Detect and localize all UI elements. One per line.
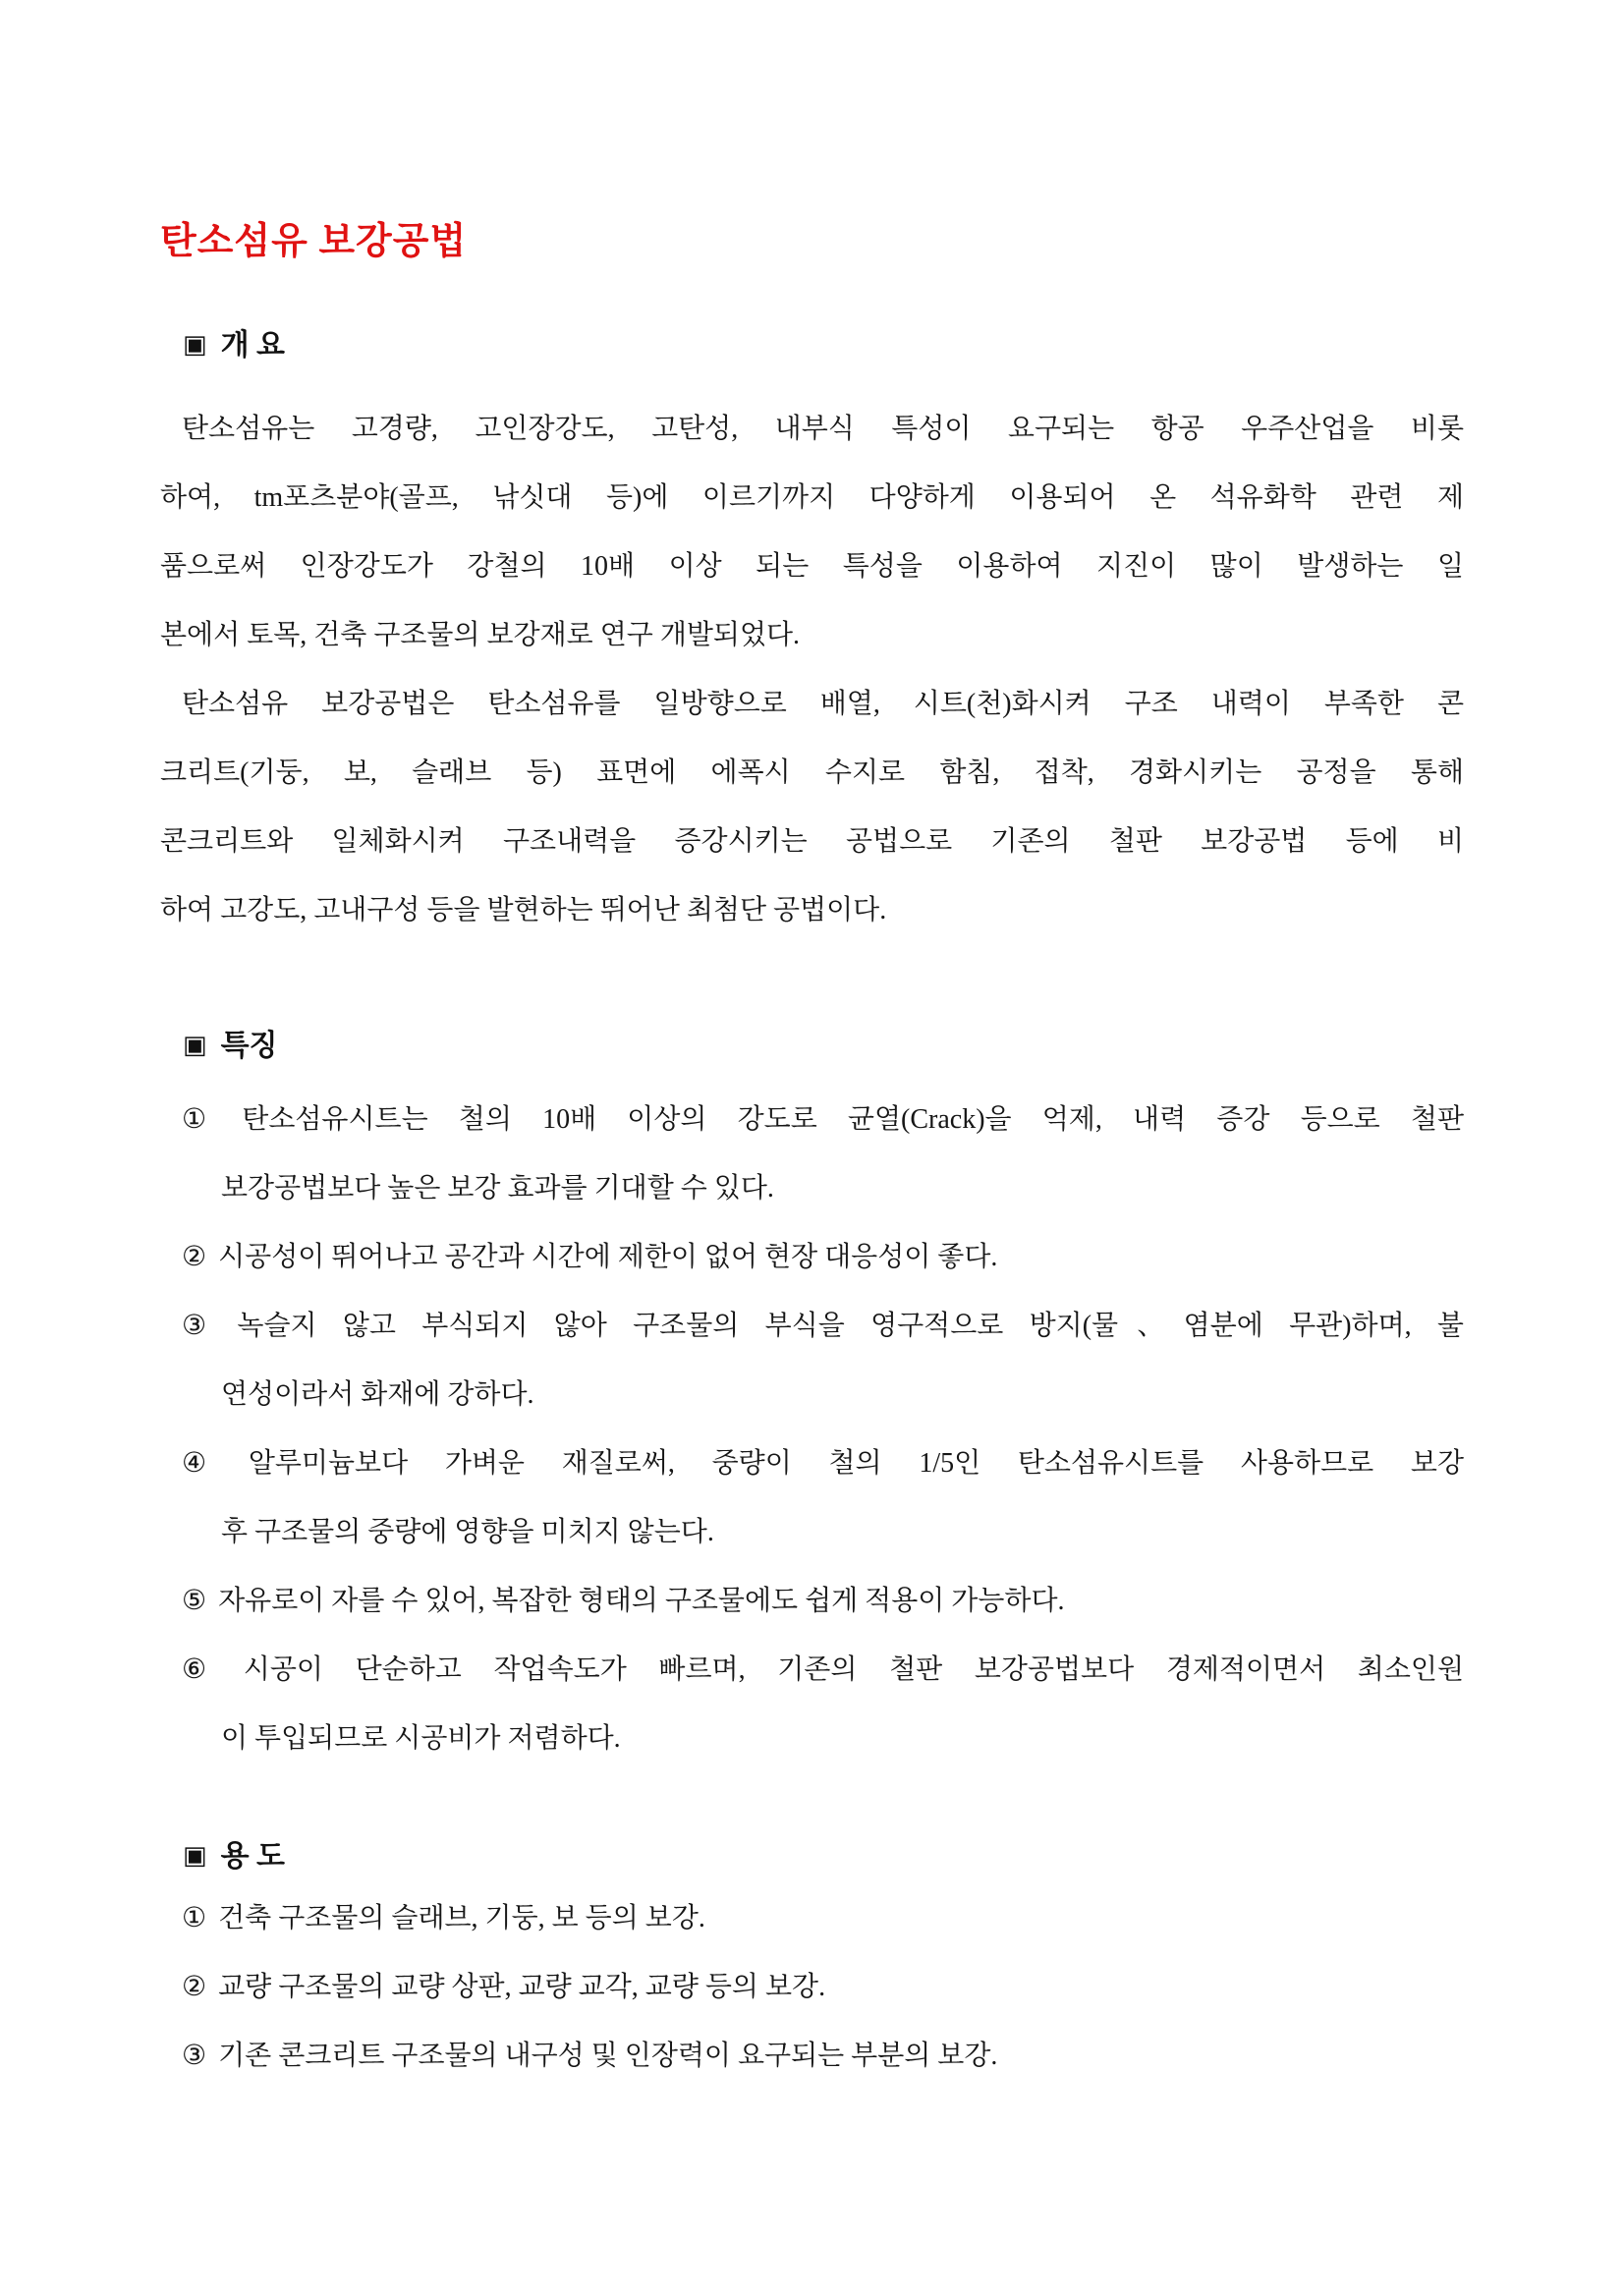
page-title: 탄소섬유 보강공법 — [160, 221, 468, 262]
item-number: ① — [182, 1104, 231, 1135]
text-line: 하여, tm포츠분야(골프, 낚싯대 등)에 이르기까지 다양하게 이용되어 온 석유화학 관련 제 — [160, 482, 1464, 513]
item-text: 시공성이 뛰어나고 공간과 시간에 제한이 없어 현장 대응성이 좋다. — [218, 1242, 998, 1272]
text-line — [182, 1884, 1464, 1953]
overview-paragraph-1 — [160, 395, 1464, 670]
text-line: 품으로써 인장강도가 강철의 10배 이상 되는 특성을 이용하여 지진이 많이 발생하는 일 — [160, 551, 1464, 582]
section-heading-label: 특징 — [220, 1030, 278, 1062]
text-line: 후 구조물의 중량에 영향을 미치지 않는다. — [221, 1517, 714, 1547]
item-text: 녹슬지 않고 부식되지 않아 구조물의 부식을 영구적으로 방지(물、염분에 무관)하며, 불 — [237, 1311, 1464, 1341]
text-line: 하여 고강도, 고내구성 등을 발현하는 뛰어난 최첨단 공법이다. — [160, 895, 887, 925]
item-text: 탄소섬유시트는 철의 10배 이상의 강도로 균열(Crack)을 억제, 내력 증강 등으로 철판 — [242, 1104, 1464, 1135]
list-item — [160, 1884, 1464, 1953]
list-item — [160, 2022, 1464, 2091]
item-number: ④ — [182, 1448, 237, 1479]
item-text: 기존 콘크리트 구조물의 내구성 및 인장력이 요구되는 부분의 보강. — [218, 2041, 998, 2071]
list-item — [160, 1223, 1464, 1292]
section-heading-overview — [183, 326, 1464, 365]
list-item — [160, 1292, 1464, 1429]
item-number: ① — [182, 1903, 207, 1933]
features-list — [160, 1086, 1464, 1773]
item-text: 알루미늄보다 가벼운 재질로써, 중량이 철의 1/5인 탄소섬유시트를 사용하므로 보강 — [248, 1448, 1464, 1479]
item-number: ⑤ — [182, 1586, 207, 1616]
text-line: 콘크리트와 일체화시켜 구조내력을 증강시키는 공법으로 기존의 철판 보강공법 등에 비 — [160, 826, 1464, 857]
item-number: ⑥ — [182, 1654, 232, 1685]
text-line — [182, 1953, 1464, 2022]
item-text: 교량 구조물의 교량 상판, 교량 교각, 교량 등의 보강. — [218, 1972, 826, 2002]
text-line: 탄소섬유 보강공법은 탄소섬유를 일방향으로 배열, 시트(천)화시켜 구조 내력이 부족한 콘 — [182, 689, 1464, 719]
text-line: 연성이라서 화재에 강하다. — [221, 1379, 534, 1410]
text-line: 이 투입되므로 시공비가 저렴하다. — [221, 1723, 621, 1754]
text-line — [182, 1086, 1464, 1154]
text-line: 탄소섬유는 고경량, 고인장강도, 고탄성, 내부식 특성이 요구되는 항공 우주산업을 비롯 — [182, 414, 1464, 444]
text-line — [182, 1223, 1464, 1292]
item-number: ③ — [182, 2041, 207, 2071]
text-line: 보강공법보다 높은 보강 효과를 기대할 수 있다. — [221, 1173, 774, 1204]
section-bullet-icon: ▣ — [183, 1841, 207, 1870]
section-heading-label: 용 도 — [220, 1840, 286, 1873]
section-heading-features — [183, 1027, 1464, 1066]
text-line: 크리트(기둥, 보, 슬래브 등) 표면에 에폭시 수지로 함침, 접착, 경화시키는 공정을 통해 — [160, 757, 1464, 788]
overview-paragraph-2 — [160, 670, 1464, 945]
text-line — [182, 2022, 1464, 2091]
text-line — [182, 1292, 1464, 1361]
list-item — [160, 1086, 1464, 1223]
section-heading-label: 개 요 — [220, 329, 286, 362]
list-item — [160, 1953, 1464, 2022]
section-bullet-icon: ▣ — [183, 330, 207, 359]
list-item — [160, 1429, 1464, 1567]
text-line — [182, 1567, 1464, 1636]
section-heading-uses — [183, 1837, 1464, 1876]
list-item — [160, 1567, 1464, 1636]
section-bullet-icon: ▣ — [183, 1031, 207, 1059]
item-text: 자유로이 자를 수 있어, 복잡한 형태의 구조물에도 쉽게 적용이 가능하다. — [218, 1586, 1065, 1616]
text-line — [182, 1636, 1464, 1705]
list-item — [160, 1636, 1464, 1773]
item-number: ② — [182, 1972, 207, 2002]
item-number: ② — [182, 1242, 207, 1272]
item-number: ③ — [182, 1311, 226, 1341]
item-text: 시공이 단순하고 작업속도가 빠르며, 기존의 철판 보강공법보다 경제적이면서 최소인원 — [243, 1654, 1464, 1685]
text-line — [182, 1429, 1464, 1498]
text-line: 본에서 토목, 건축 구조물의 보강재로 연구 개발되었다. — [160, 620, 801, 650]
uses-list — [160, 1884, 1464, 2091]
item-text: 건축 구조물의 슬래브, 기둥, 보 등의 보강. — [218, 1903, 705, 1933]
